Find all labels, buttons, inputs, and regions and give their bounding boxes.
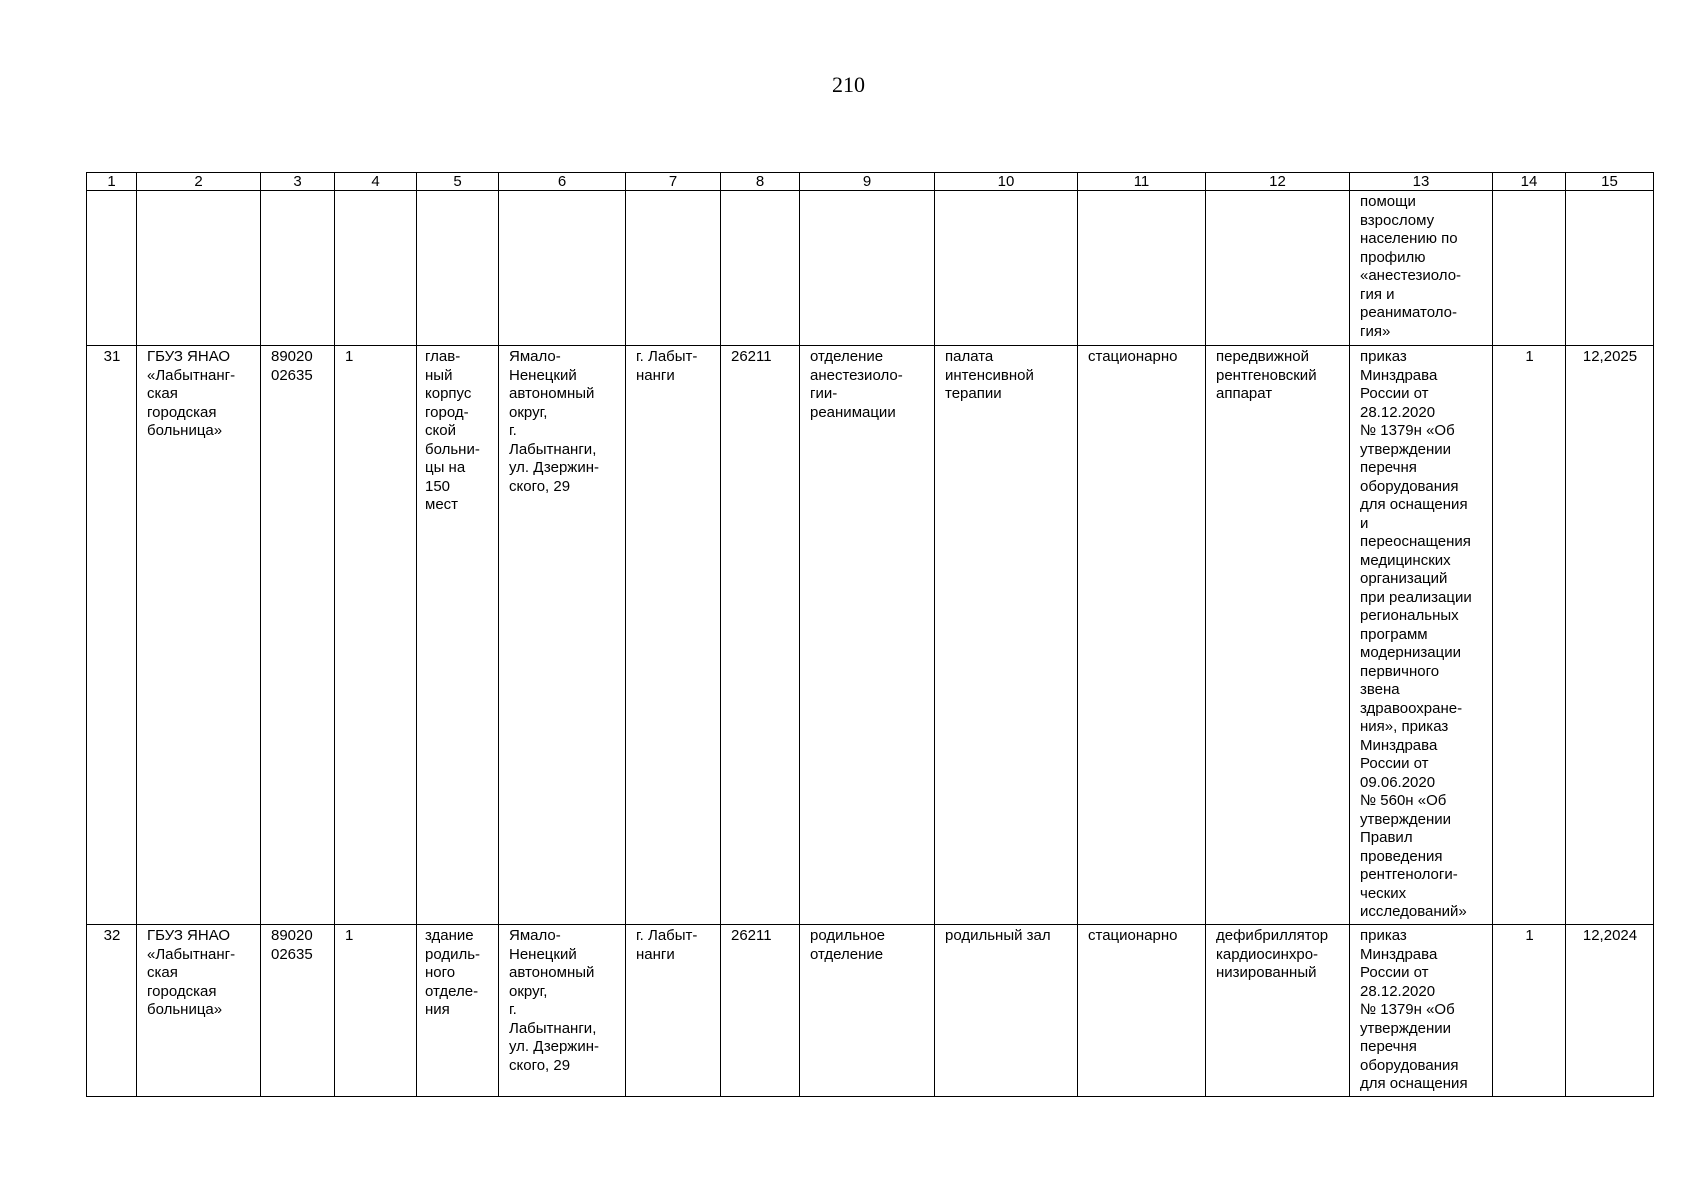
column-number: 1 xyxy=(87,173,137,191)
cell-row-number: 31 xyxy=(87,346,137,925)
column-number: 15 xyxy=(1566,173,1654,191)
cell-regulation: помощи взрослому населению по профилю «анестезиоло- гия и реаниматоло- гия» xyxy=(1350,191,1493,346)
cell-okato: 26211 xyxy=(721,925,800,1097)
cell-address: Ямало- Ненецкий автономный округ, г. Лабытнанги, ул. Дзержин- ского, 29 xyxy=(499,346,626,925)
column-number: 14 xyxy=(1493,173,1566,191)
column-number: 4 xyxy=(335,173,417,191)
cell-code xyxy=(261,191,335,346)
cell-count: 1 xyxy=(1493,925,1566,1097)
column-number: 10 xyxy=(935,173,1078,191)
table-row-continuation xyxy=(87,191,1654,346)
cell-address xyxy=(499,191,626,346)
column-number: 9 xyxy=(800,173,935,191)
column-number: 5 xyxy=(417,173,499,191)
cell-quantity-col4: 1 xyxy=(335,346,417,925)
cell-deadline xyxy=(1566,191,1654,346)
cell-equipment: передвижной рентгеновский аппарат xyxy=(1206,346,1350,925)
cell-count xyxy=(1493,191,1566,346)
cell-row-number: 32 xyxy=(87,925,137,1097)
cell-deadline: 12,2024 xyxy=(1566,925,1654,1097)
cell-city: г. Лабыт- нанги xyxy=(626,346,721,925)
cell-equipment xyxy=(1206,191,1350,346)
column-number: 6 xyxy=(499,173,626,191)
cell-room xyxy=(935,191,1078,346)
equipment-table xyxy=(86,172,1654,1097)
column-number-row xyxy=(87,173,1654,191)
column-number: 8 xyxy=(721,173,800,191)
cell-count: 1 xyxy=(1493,346,1566,925)
cell-organization xyxy=(137,191,261,346)
column-number: 11 xyxy=(1078,173,1206,191)
cell-care-type xyxy=(1078,191,1206,346)
cell-organization: ГБУЗ ЯНАО «Лабытнанг- ская городская больница» xyxy=(137,925,261,1097)
cell-quantity-col4 xyxy=(335,191,417,346)
cell-deadline: 12,2025 xyxy=(1566,346,1654,925)
cell-regulation: приказ Минздрава России от 28.12.2020 № 1379н «Об утверждении перечня оборудования для оснащения и переоснащения медицинских организаций при реализации региональных программ модернизации первичного звена здравоохране- ния», приказ Минздрава России от 09.06.2020 № 560н «Об утверждении Правил проведения рентгенологи- ческих исследований» xyxy=(1350,346,1493,925)
cell-row-number xyxy=(87,191,137,346)
cell-equipment: дефибриллятор кардиосинхро- низированный xyxy=(1206,925,1350,1097)
cell-building: здание родиль- ного отделе- ния xyxy=(417,925,499,1097)
cell-code: 89020 02635 xyxy=(261,346,335,925)
cell-okato xyxy=(721,191,800,346)
cell-building: глав- ный корпус город- ской больни- цы на 150 мест xyxy=(417,346,499,925)
cell-building xyxy=(417,191,499,346)
cell-care-type: стационарно xyxy=(1078,925,1206,1097)
column-number: 13 xyxy=(1350,173,1493,191)
cell-address: Ямало- Ненецкий автономный округ, г. Лабытнанги, ул. Дзержин- ского, 29 xyxy=(499,925,626,1097)
column-number: 12 xyxy=(1206,173,1350,191)
table-row xyxy=(87,925,1654,1097)
cell-okato: 26211 xyxy=(721,346,800,925)
cell-organization: ГБУЗ ЯНАО «Лабытнанг- ская городская больница» xyxy=(137,346,261,925)
page-number: 210 xyxy=(832,72,865,97)
column-number: 2 xyxy=(137,173,261,191)
column-number: 3 xyxy=(261,173,335,191)
cell-department: отделение анестезиоло- гии- реанимации xyxy=(800,346,935,925)
cell-code: 89020 02635 xyxy=(261,925,335,1097)
cell-quantity-col4: 1 xyxy=(335,925,417,1097)
cell-care-type: стационарно xyxy=(1078,346,1206,925)
cell-city: г. Лабыт- нанги xyxy=(626,925,721,1097)
cell-department xyxy=(800,191,935,346)
cell-room: родильный зал xyxy=(935,925,1078,1097)
table-row xyxy=(87,346,1654,925)
column-number: 7 xyxy=(626,173,721,191)
cell-city xyxy=(626,191,721,346)
cell-regulation: приказ Минздрава России от 28.12.2020 № 1379н «Об утверждении перечня оборудования для оснащения xyxy=(1350,925,1493,1097)
cell-department: родильное отделение xyxy=(800,925,935,1097)
cell-room: палата интенсивной терапии xyxy=(935,346,1078,925)
